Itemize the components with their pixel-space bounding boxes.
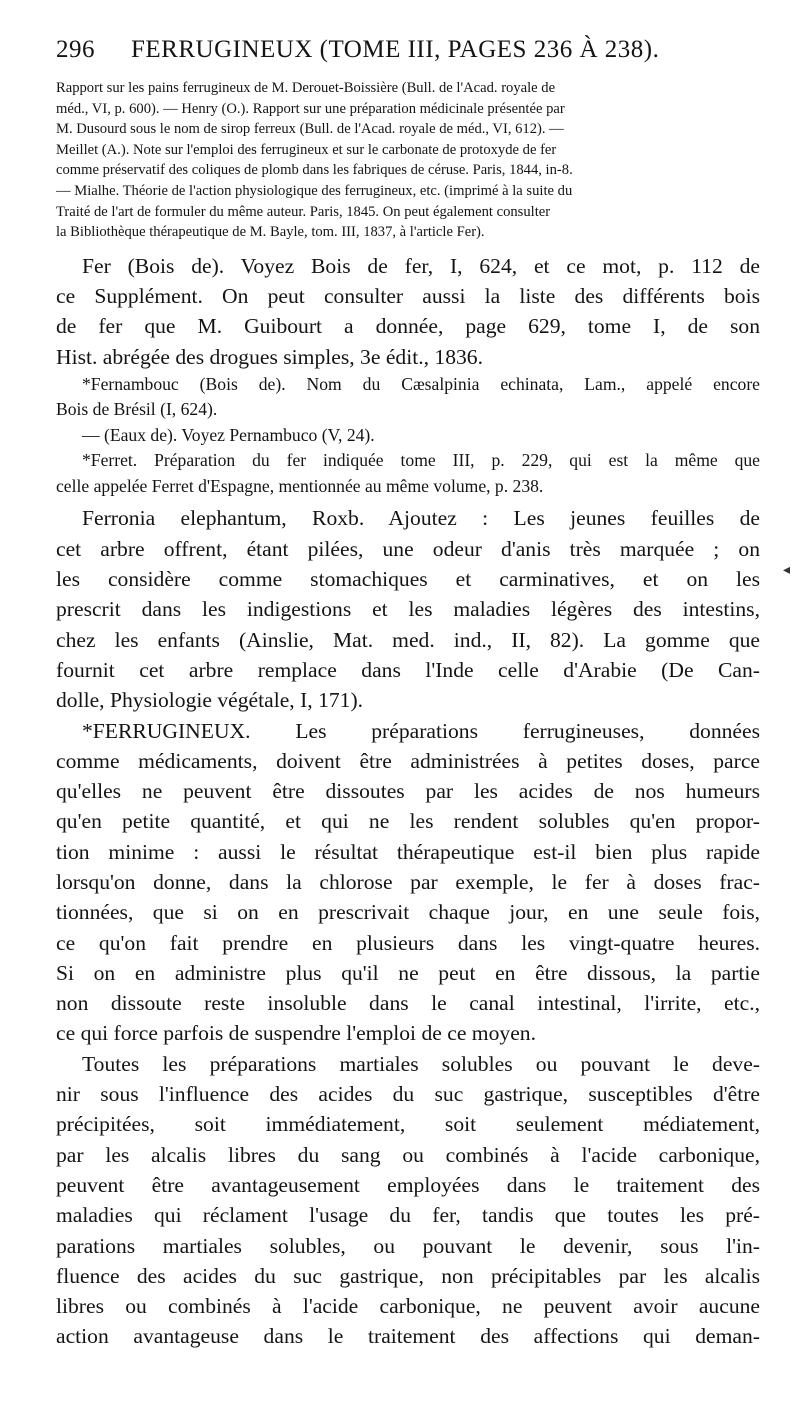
paragraph-line: *Fernambouc (Bois de). Nom du Cæsalpinia echinata, Lam., appelé encore — [82, 373, 760, 394]
paragraph-line: dolle, Physiologie végétale, I, 171). — [56, 688, 364, 713]
paragraph-line: qu'en petite quantité, et qui ne les rendent solubles qu'en propor- — [56, 809, 760, 834]
bibliography-line: Traité de l'art de formuler du même auteur. Paris, 1845. On peut également consulter — [56, 203, 551, 220]
paragraph-line: *FERRUGINEUX. Les préparations ferrugineuses, données — [82, 718, 760, 743]
paragraph-line: tion minime : aussi le résultat thérapeutique est-il bien plus rapide — [56, 839, 760, 864]
paragraph-line: peuvent être avantageusement employées dans le traitement des — [56, 1172, 760, 1197]
bibliography-line: comme préservatif des coliques de plomb dans les fabriques de céruse. Paris, 1844, in-8. — [56, 162, 573, 179]
paragraph-line: libres ou combinés à l'acide carbonique, ne peuvent avoir aucune — [56, 1294, 760, 1319]
paragraph-line: qu'elles ne peuvent être dissoutes par les acides de nos humeurs — [56, 779, 760, 804]
paragraph-line: celle appelée Ferret d'Espagne, mentionnée au même volume, p. 238. — [56, 475, 544, 496]
entry-fer — [56, 251, 760, 372]
paragraph-line: ce qu'on fait prendre en plusieurs dans les vingt-quatre heures. — [56, 930, 760, 955]
paragraph-line: fluence des acides du suc gastrique, non précipitables par les alcalis — [56, 1263, 760, 1288]
paragraph-line: précipitées, soit immédiatement, soit seulement médiatement, — [56, 1112, 760, 1137]
paragraph-line: comme médicaments, doivent être administrées à petites doses, parce — [56, 748, 760, 773]
entry-ferronia — [56, 503, 760, 715]
paragraph-line: nir sous l'influence des acides du suc gastrique, susceptibles d'être — [56, 1082, 760, 1107]
page-number: 296 — [56, 36, 95, 63]
paragraph-line: tionnées, que si on en prescrivait chaque jour, en une seule fois, — [56, 900, 760, 925]
paragraph-toutes — [56, 1049, 760, 1352]
paragraph-line: Ferronia elephantum, Roxb. Ajoutez : Les jeunes feuilles de — [82, 506, 760, 531]
paragraph-line: ce qui force parfois de suspendre l'emploi de ce moyen. — [56, 1021, 536, 1046]
entry-ferrugineux — [56, 716, 760, 1049]
paragraph-line: chez les enfants (Ainslie, Mat. med. ind., II, 82). La gomme que — [56, 627, 760, 652]
paragraph-line: cet arbre offrent, étant pilées, une odeur d'anis très marquée ; on — [56, 536, 760, 561]
paragraph-line: par les alcalis libres du sang ou combinés à l'acide carbonique, — [56, 1142, 760, 1167]
paragraph-line: action avantageuse dans le traitement des affections qui deman- — [56, 1324, 760, 1349]
bibliography-line: M. Dusourd sous le nom de sirop ferreux (Bull. de l'Acad. royale de méd., VI, 612). — — [56, 121, 564, 138]
paragraph-line: ce Supplément. On peut consulter aussi la liste des différents bois — [56, 284, 760, 309]
margin-mark-icon: ◂ — [782, 563, 790, 578]
paragraph-line: Bois de Brésil (I, 624). — [56, 399, 218, 420]
entry-fernambouc-ferret — [56, 372, 760, 500]
bibliography-line: méd., VI, p. 600). — Henry (O.). Rapport sur une préparation médicinale présentée par — [56, 100, 565, 117]
paragraph-line: — (Eaux de). Voyez Pernambuco (V, 24). — [82, 424, 375, 445]
running-title: FERRUGINEUX (TOME III, PAGES 236 À 238). — [131, 36, 660, 63]
paragraph-line: Fer (Bois de). Voyez Bois de fer, I, 624, et ce mot, p. 112 de — [82, 253, 760, 278]
paragraph-line: prescrit dans les indigestions et les maladies légères des intestins, — [56, 597, 760, 622]
paragraph-line: maladies qui réclament l'usage du fer, tandis que toutes les pré- — [56, 1203, 760, 1228]
bibliography-line: Rapport sur les pains ferrugineux de M. Derouet-Boissière (Bull. de l'Acad. royale de — [56, 80, 556, 96]
bibliography-block — [56, 78, 760, 243]
bibliography-line: la Bibliothèque thérapeutique de M. Bayle, tom. III, 1837, à l'article Fer). — [56, 224, 485, 241]
page-header — [56, 36, 760, 76]
paragraph-line: Hist. abrégée des drogues simples, 3e édit., 1836. — [56, 344, 483, 369]
paragraph-line: les considère comme stomachiques et carminatives, et on les — [56, 567, 760, 592]
paragraph-line: parations martiales solubles, ou pouvant le devenir, sous l'in- — [56, 1233, 760, 1258]
paragraph-line: Si on en administre plus qu'il ne peut en être dissous, la partie — [56, 960, 760, 985]
bibliography-line: — Mialhe. Théorie de l'action physiologique des ferrugineux, etc. (imprimé à la suite du — [56, 182, 573, 199]
paragraph-line: *Ferret. Préparation du fer indiquée tome III, p. 229, qui est la même que — [82, 450, 760, 471]
bibliography-line: Meillet (A.). Note sur l'emploi des ferrugineux et sur le carbonate de protoxyde de fer — [56, 141, 557, 158]
paragraph-line: fournit cet arbre remplace dans l'Inde celle d'Arabie (De Can- — [56, 657, 760, 682]
paragraph-line: Toutes les préparations martiales solubles ou pouvant le deve- — [82, 1051, 760, 1076]
paragraph-line: non dissoute reste insoluble dans le canal intestinal, l'irrite, etc., — [56, 991, 760, 1016]
paragraph-line: lorsqu'on donne, dans la chlorose par exemple, le fer à doses frac- — [56, 870, 760, 894]
paragraph-line: de fer que M. Guibourt a donnée, page 629, tome I, de son — [56, 314, 760, 339]
